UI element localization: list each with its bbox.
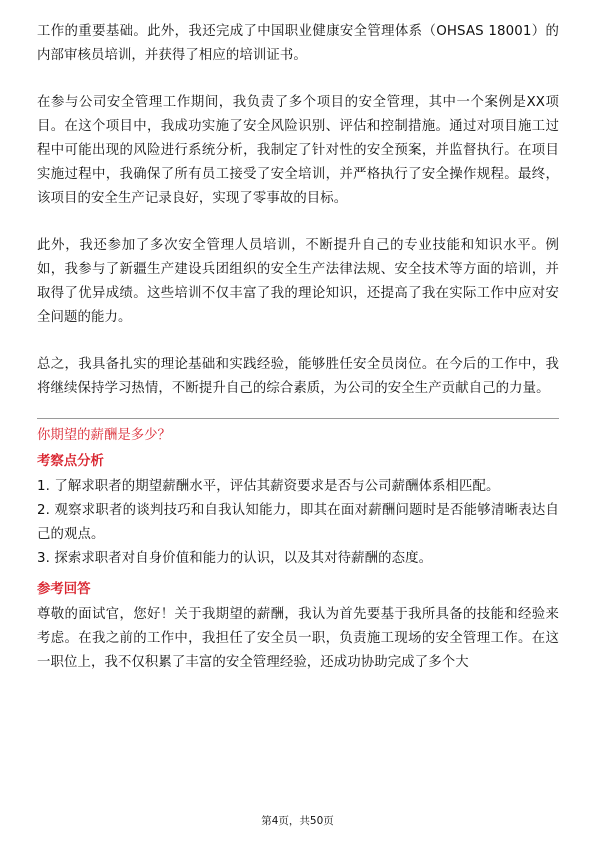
section-divider <box>37 418 559 419</box>
analysis-item-2: 2. 观察求职者的谈判技巧和自我认知能力，即其在面对薪酬问题时是否能够清晰表达自己的观点。 <box>37 503 559 542</box>
analysis-item-3: 3. 探索求职者对自身价值和能力的认识，以及其对待薪酬的态度。 <box>37 551 433 566</box>
body-paragraph-3: 此外，我还参加了多次安全管理人员培训，不断提升自己的专业技能和知识水平。例如，我参与了新疆生产建设兵团组织的安全生产法律法规、安全技术等方面的培训，并取得了优异成绩。这些培训不仅丰富了我的理论知识，还提高了我在实际工作中应对安全问题的能力。 <box>37 238 559 325</box>
analysis-heading: 考察点分析 <box>37 454 104 469</box>
answer-paragraph: 尊敬的面试官，您好！关于我期望的薪酬，我认为首先要基于我所具备的技能和经验来考虑。在我之前的工作中，我担任了安全员一职，负责施工现场的安全管理工作。在这一职位上，我不仅积累了丰富的安全管理经验，还成功协助完成了多个大 <box>37 607 559 670</box>
body-paragraph-1: 工作的重要基础。此外，我还完成了中国职业健康安全管理体系（OHSAS 18001）的内部审核员培训，并获得了相应的培训证书。 <box>37 24 559 63</box>
body-paragraph-2: 在参与公司安全管理工作期间，我负责了多个项目的安全管理，其中一个案例是XX项目。在这个项目中，我成功实施了安全风险识别、评估和控制措施。通过对项目施工过程中可能出现的风险进行系统分析，我制定了针对性的安全预案，并监督执行。在项目实施过程中，我确保了所有员工接受了安全培训，并严格执行了安全操作规程。最终，该项目的安全生产记录良好，实现了零事故的目标。 <box>37 95 559 206</box>
analysis-list <box>37 475 559 571</box>
body-paragraph-4: 总之，我具备扎实的理论基础和实践经验，能够胜任安全员岗位。在今后的工作中，我将继续保持学习热情，不断提升自己的综合素质，为公司的安全生产贡献自己的力量。 <box>37 357 559 396</box>
analysis-item-1: 1. 了解求职者的期望薪酬水平，评估其薪资要求是否与公司薪酬体系相匹配。 <box>37 479 500 494</box>
answer-heading: 参考回答 <box>37 582 91 597</box>
page-number-footer: 第4页，共50页 <box>261 815 334 827</box>
document-body <box>37 20 559 675</box>
interview-question: 你期望的薪酬是多少？ <box>37 428 171 443</box>
